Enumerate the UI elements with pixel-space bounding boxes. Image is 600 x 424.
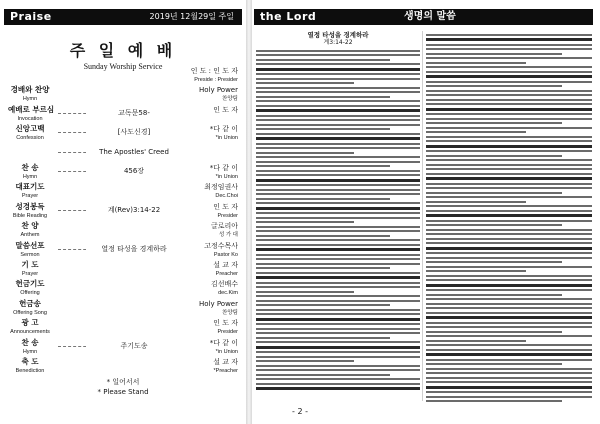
text-line <box>426 391 592 393</box>
worship-item-detail: 주기도송 <box>86 341 182 351</box>
worship-item-detail: 열정 타성을 경계하라 <box>86 244 182 254</box>
worship-item-name: 예배로 부르심 <box>8 104 55 114</box>
worship-item-name: 경배와 찬양 <box>10 85 50 95</box>
worship-item-detail: 교독문58- <box>86 108 182 118</box>
worship-item-leader-english: dec.Kim <box>218 290 238 297</box>
worship-item-name: 헌금송 <box>19 298 41 308</box>
text-line <box>256 133 420 135</box>
text-line <box>256 323 420 325</box>
text-line <box>256 332 420 334</box>
text-line <box>256 374 390 376</box>
text-line <box>256 50 420 52</box>
text-line <box>426 118 592 120</box>
text-line <box>426 284 592 287</box>
text-line <box>256 124 420 126</box>
worship-item-leader: 고정수목사 <box>204 241 238 250</box>
worship-item-name-english: Confession <box>16 135 44 142</box>
text-line <box>426 270 526 272</box>
text-line <box>256 54 420 56</box>
text-line <box>426 331 562 333</box>
text-line <box>426 294 562 296</box>
text-line <box>426 238 592 240</box>
worship-item <box>4 299 242 319</box>
worship-item-leader-english: *in Union <box>215 348 238 355</box>
right-header-bar <box>254 9 593 25</box>
text-line <box>426 316 592 319</box>
text-line <box>256 263 420 265</box>
text-line <box>256 207 420 210</box>
worship-item <box>4 144 242 164</box>
text-line <box>426 62 526 64</box>
text-line <box>256 272 420 274</box>
service-title: 주 일 예 배 <box>69 41 177 60</box>
text-line <box>256 295 420 297</box>
text-line <box>256 100 420 102</box>
text-line <box>256 351 420 353</box>
text-line <box>256 328 420 330</box>
worship-item-name-english: Hymn <box>22 96 38 103</box>
text-line <box>426 220 592 222</box>
worship-item <box>4 241 242 261</box>
worship-item <box>4 260 242 280</box>
text-line <box>426 103 592 105</box>
worship-item-name-english: Announcements <box>10 329 50 336</box>
text-line <box>256 87 420 89</box>
text-line <box>426 183 592 185</box>
text-line <box>426 168 592 170</box>
text-line <box>256 96 390 98</box>
text-line <box>426 75 592 78</box>
worship-item <box>4 221 242 241</box>
worship-item-name-english: Offering Song <box>13 309 47 316</box>
text-line <box>256 346 420 349</box>
worship-item-leader: 김선배수 <box>210 280 238 289</box>
text-line <box>426 275 592 277</box>
worship-item-name: 성경봉독 <box>15 201 45 211</box>
worship-item-name-english: Offering <box>20 290 40 297</box>
worship-item-leader-english: Preside : Presider <box>194 77 238 83</box>
text-line <box>256 369 420 371</box>
text-line <box>426 66 592 68</box>
worship-item <box>4 338 242 358</box>
text-line <box>426 326 592 328</box>
text-line <box>256 341 420 343</box>
text-line <box>426 214 592 217</box>
text-line <box>256 179 420 182</box>
text-line <box>426 247 592 250</box>
text-line <box>256 147 420 149</box>
text-line <box>426 57 592 59</box>
text-line <box>256 137 420 140</box>
text-line <box>256 170 420 172</box>
service-date: 2019년 12월29일 주일 <box>149 12 234 21</box>
text-line <box>426 81 592 83</box>
text-line <box>426 113 592 115</box>
text-line <box>256 300 420 302</box>
text-line <box>426 279 592 281</box>
text-line <box>426 372 592 374</box>
text-line <box>256 282 420 284</box>
worship-item-leader: Holy Power <box>198 299 238 308</box>
text-line <box>256 239 420 241</box>
worship-item-name: 축 도 <box>21 357 39 366</box>
text-line <box>256 378 420 380</box>
worship-item-leader-english: Pastor Ko <box>213 251 238 258</box>
text-line <box>426 344 592 346</box>
text-line <box>256 202 420 204</box>
text-line <box>426 201 526 203</box>
text-line <box>426 131 526 133</box>
text-line <box>426 322 592 324</box>
text-line <box>426 266 592 268</box>
text-line <box>256 165 390 167</box>
text-line <box>256 276 420 279</box>
text-line <box>256 109 420 112</box>
text-line <box>426 159 592 161</box>
text-line <box>426 164 592 166</box>
text-line <box>426 377 592 379</box>
worship-item-name: 말씀선포 <box>15 240 45 250</box>
worship-item-leader: 최정임권사 <box>204 183 238 192</box>
worship-item-name: 기 도 <box>21 260 39 269</box>
text-line <box>256 304 390 306</box>
left-header-bar <box>4 9 242 25</box>
text-line <box>426 298 592 300</box>
the-lord-brand: the Lord <box>260 10 317 23</box>
worship-item-name: 헌금기도 <box>15 279 45 289</box>
worship-item-detail: The Apostles' Creed <box>86 147 182 157</box>
worship-item-leader-english: 찬양팀 <box>222 309 238 316</box>
worship-item-leader: *다 같 이 <box>209 338 238 347</box>
text-line <box>256 313 420 315</box>
text-line <box>256 59 390 61</box>
text-line <box>256 63 420 65</box>
worship-item-leader-english: *in Union <box>215 174 238 180</box>
page-number: - 2 - <box>292 407 308 416</box>
text-line <box>426 340 526 342</box>
worship-item-name: 신앙고백 <box>15 124 45 134</box>
worship-item-name-english: Anthem <box>20 232 40 239</box>
text-line <box>426 155 562 157</box>
worship-item-name-english: Invocation <box>17 115 43 122</box>
text-line <box>426 289 592 291</box>
text-line <box>426 368 592 370</box>
text-line <box>256 119 420 121</box>
text-line <box>256 286 420 288</box>
worship-item-leader-english: 찬양팀 <box>222 96 238 103</box>
text-line <box>426 173 592 175</box>
worship-item-detail: [사도신경] <box>86 127 182 137</box>
text-line <box>256 291 354 293</box>
text-line <box>256 184 420 186</box>
worship-item-leader: 설 교 자 <box>213 261 238 269</box>
text-line <box>256 198 390 200</box>
text-line <box>256 143 420 145</box>
text-line <box>426 252 592 254</box>
text-line <box>426 85 562 87</box>
worship-item-name: 대표기도 <box>15 182 45 192</box>
worship-item-leader-english: *in Union <box>215 135 238 142</box>
text-line <box>256 152 354 154</box>
worship-item <box>4 85 242 105</box>
text-line <box>256 174 420 176</box>
text-line <box>426 381 592 383</box>
text-line <box>256 68 420 71</box>
worship-item <box>4 357 242 377</box>
worship-item-leader: 인 도 자 <box>213 202 238 211</box>
text-line <box>256 226 420 228</box>
text-line <box>426 353 592 356</box>
text-line <box>256 82 354 84</box>
worship-item-name: 찬 송 <box>21 163 39 172</box>
stand-note <box>4 377 242 397</box>
text-line <box>426 187 592 189</box>
text-line <box>426 359 592 361</box>
text-line <box>256 212 420 214</box>
text-line <box>256 267 390 269</box>
text-line <box>426 48 592 50</box>
service-subtitle: Sunday Worship Service <box>83 62 163 71</box>
text-line <box>426 396 592 398</box>
text-line <box>426 140 592 142</box>
text-line <box>256 387 420 390</box>
worship-item-name: 찬 송 <box>21 337 39 347</box>
text-line <box>256 230 420 232</box>
text-line <box>426 400 562 402</box>
text-line <box>426 145 592 148</box>
text-line <box>426 261 562 263</box>
worship-item-leader-english: Presider <box>217 212 238 219</box>
worship-item-leader: Holy Power <box>198 86 238 95</box>
worship-item-leader-english: 성 가 대 <box>219 232 238 239</box>
text-line <box>426 53 562 55</box>
worship-item-leader-english: Presider <box>217 329 238 336</box>
text-line <box>426 349 592 351</box>
text-line <box>426 335 592 337</box>
text-line <box>426 127 592 129</box>
sermon-reference: 계3:14-22 <box>323 39 353 46</box>
text-line <box>256 105 420 107</box>
text-line <box>256 235 390 237</box>
text-line <box>256 244 420 246</box>
text-line <box>426 71 592 73</box>
worship-item <box>4 202 242 222</box>
text-line <box>426 386 592 389</box>
worship-item-name-english: Hymn <box>22 348 38 355</box>
worship-item-name-english: Hymn <box>22 174 38 180</box>
text-line <box>426 210 592 212</box>
worship-item-name-english: Prayer <box>21 193 39 200</box>
sermon-column-right <box>426 31 592 405</box>
text-line <box>426 99 592 101</box>
text-line <box>426 233 592 235</box>
text-line <box>256 217 420 219</box>
worship-item-name: 광 고 <box>21 318 39 328</box>
praise-brand: Praise <box>10 10 52 23</box>
worship-item-name-english: Sermon <box>20 251 40 258</box>
stand-note-english: * Please Stand <box>97 388 149 396</box>
text-line <box>426 38 592 41</box>
worship-item-detail: 456장 <box>86 166 182 176</box>
stand-note-korean: * 일어서서 <box>106 378 140 386</box>
text-line <box>256 383 420 385</box>
column-divider <box>422 31 423 401</box>
text-line <box>256 360 354 362</box>
worship-item-name-english: Prayer <box>21 271 39 277</box>
text-line <box>426 192 562 194</box>
text-line <box>256 309 420 311</box>
text-line <box>426 90 592 92</box>
worship-item-leader: 인 도 자 <box>213 319 238 328</box>
text-line <box>256 73 420 75</box>
text-line <box>426 224 562 226</box>
worship-item-leader: *다 같 이 <box>209 125 238 134</box>
text-line <box>426 229 592 231</box>
worship-item-detail: 계(Rev)3:14-22 <box>86 205 182 215</box>
text-line <box>256 248 420 251</box>
worship-item <box>4 279 242 299</box>
text-line <box>426 307 592 309</box>
worship-item-leader: 인 도 자 <box>213 105 238 114</box>
text-line <box>256 258 420 260</box>
text-line <box>256 193 420 195</box>
text-line <box>256 115 420 117</box>
text-line <box>426 363 562 365</box>
text-line <box>256 189 420 191</box>
text-line <box>426 242 592 244</box>
text-line <box>426 122 562 124</box>
text-line <box>256 221 354 223</box>
text-line <box>256 78 420 80</box>
sermon-column-left <box>256 31 420 393</box>
word-of-life-title: 생명의 말씀 <box>404 11 456 22</box>
worship-item <box>4 163 242 183</box>
text-line <box>426 34 592 36</box>
text-line <box>426 177 592 180</box>
text-line <box>426 196 592 198</box>
worship-item <box>4 318 242 338</box>
sermon-title: 열정 타성을 경계하라 <box>307 31 369 39</box>
worship-item-name-english: Benediction <box>15 368 45 374</box>
text-line <box>426 303 592 305</box>
text-line <box>256 356 420 358</box>
text-line <box>426 150 592 152</box>
page-fold <box>246 0 252 424</box>
worship-item <box>4 105 242 125</box>
worship-item <box>4 124 242 144</box>
worship-item <box>4 66 242 86</box>
text-line <box>426 312 592 314</box>
text-line <box>256 91 420 93</box>
worship-item-leader: 인 도 : 인 도 자 <box>190 67 238 75</box>
worship-item-leader: *다 같 이 <box>209 164 238 172</box>
text-line <box>256 156 420 158</box>
text-line <box>426 205 592 207</box>
worship-item-leader-english: Dec.Choi <box>215 193 238 200</box>
text-line <box>256 161 420 163</box>
worship-item-name: 찬 양 <box>21 221 39 231</box>
text-line <box>426 44 592 46</box>
text-line <box>426 257 592 259</box>
sermon-text-left <box>256 50 420 391</box>
text-line <box>426 94 592 96</box>
sermon-text-right <box>426 34 592 403</box>
text-line <box>256 128 390 130</box>
text-line <box>256 318 420 321</box>
worship-item-leader: 글로리아 <box>210 222 238 231</box>
worship-item-leader-english: Preacher <box>215 271 238 277</box>
text-line <box>256 365 420 367</box>
worship-item-name-english: Bible Reading <box>12 212 48 219</box>
text-line <box>256 337 390 339</box>
text-line <box>426 136 592 138</box>
worship-item <box>4 182 242 202</box>
worship-item-leader: 설 교 자 <box>213 358 238 366</box>
text-line <box>256 254 420 256</box>
worship-item-leader-english: *Preacher <box>213 368 238 374</box>
text-line <box>426 108 592 111</box>
